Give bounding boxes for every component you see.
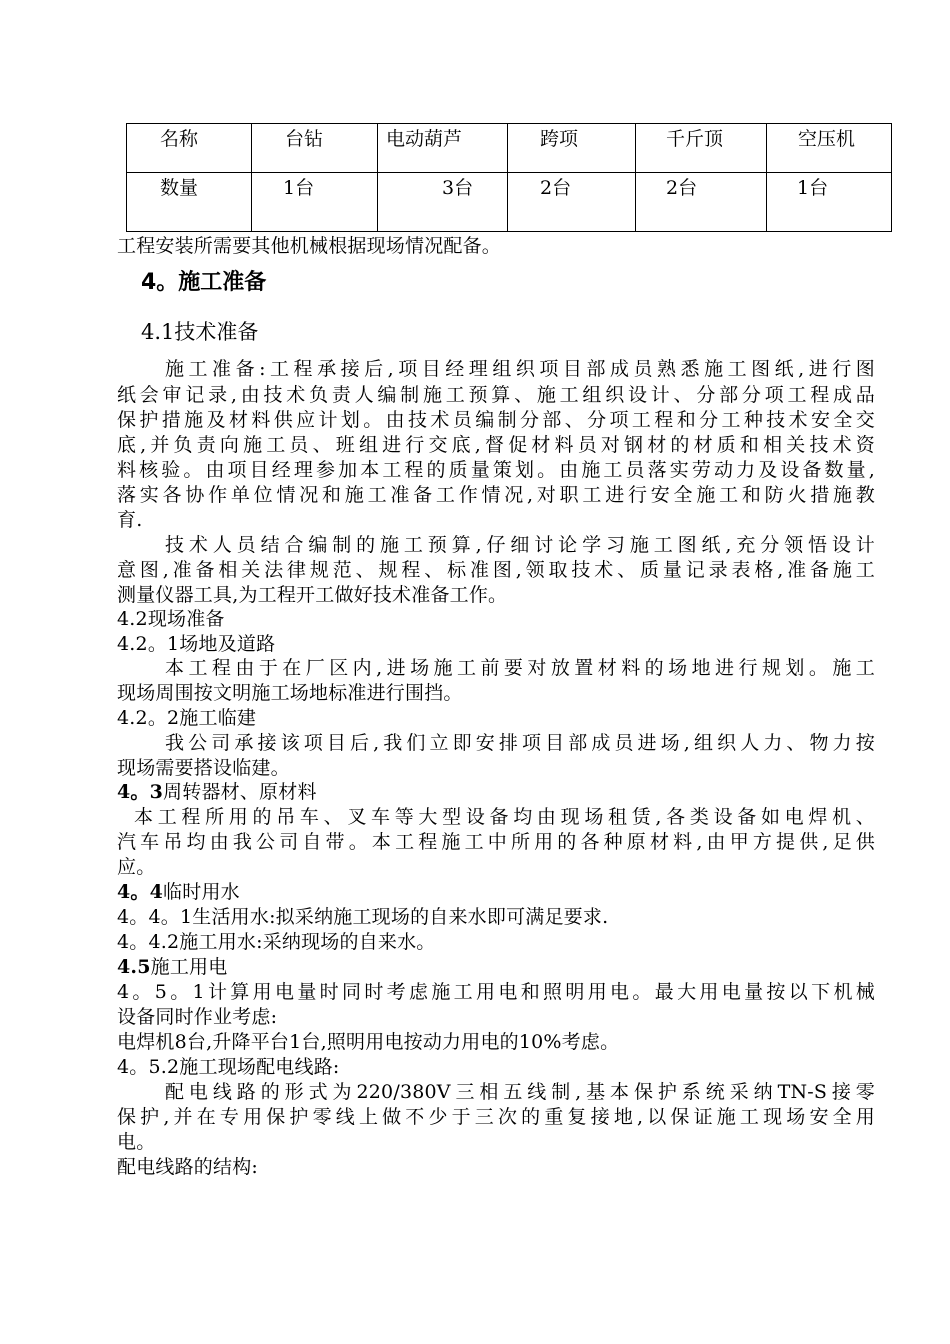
paragraph-line: 技术人员结合编制的施工预算,仔细讨论学习施工图纸,充分领悟设计: [165, 534, 875, 556]
section-4-2-2-title: 4.2。2施工临建: [117, 707, 257, 729]
section-4-3-title: [117, 780, 317, 805]
paragraph-line: 本工程由于在厂区内,进场施工前要对放置材料的场地进行规划。施工: [165, 657, 875, 679]
table-cell: 空压机: [767, 124, 892, 173]
table-cell: 台钻: [252, 124, 378, 173]
section-text: 施工用电: [150, 956, 228, 978]
section-4-2-1-title: 4.2。1场地及道路: [117, 633, 276, 655]
paragraph-line: 配电线路的形式为220/380V三相五线制,基本保护系统采纳TN-S接零: [165, 1081, 875, 1103]
table-cell: 1台: [767, 173, 892, 232]
section-4-title: 4。施工准备: [141, 270, 267, 295]
paragraph-line: 保护措施及材料供应计划。由技术员编制分部、分项工程和分工种技术安全交: [117, 409, 875, 431]
section-number: 4.5: [117, 956, 151, 978]
table-cell: 电动葫芦: [378, 124, 508, 173]
table-cell: 跨项: [508, 124, 636, 173]
paragraph-line: 本工程所用的吊车、叉车等大型设备均由现场租赁,各类设备如电焊机、: [134, 806, 875, 828]
paragraph-line: 现场需要搭设临建。: [117, 757, 290, 779]
paragraph-line: 电。: [117, 1131, 156, 1153]
section-number: 4。3: [117, 781, 164, 803]
section-4-5-2-title: 4。5.2施工现场配电线路:: [117, 1056, 340, 1078]
paragraph-line: 料核验。由项目经理参加本工程的质量策划。由施工员落实劳动力及设备数量,: [117, 459, 875, 481]
table-cell: 千斤顶: [636, 124, 767, 173]
section-4-5-title: [117, 955, 227, 980]
paragraph-line: 意图,准备相关法律规范、规程、标准图,领取技术、质量记录表格,准备施工: [117, 559, 875, 581]
paragraph-line: 现场周围按文明施工场地标准进行围挡。: [117, 682, 463, 704]
section-4-4-title: [117, 880, 240, 905]
paragraph-line: 我公司承接该项目后,我们立即安排项目部成员进场,组织人力、物力按: [165, 732, 875, 754]
paragraph-line: 保护,并在专用保护零线上做不少于三次的重复接地,以保证施工现场安全用: [117, 1106, 875, 1128]
table-row: [127, 173, 892, 232]
section-4-2-title: 4.2现场准备: [117, 608, 225, 630]
table-cell: 3台: [378, 173, 508, 232]
section-text: 临时用水: [163, 881, 240, 903]
paragraph-line: 纸会审记录,由技术负责人编制施工预算、施工组织设计、分部分项工程成品: [117, 384, 875, 406]
section-4-1-title: 4.1技术准备: [141, 320, 259, 344]
paragraph-line: 育.: [117, 509, 143, 531]
paragraph-line: 电焊机8台,升降平台1台,照明用电按动力用电的10%考虑。: [117, 1031, 620, 1053]
table-cell: 数量: [127, 173, 252, 232]
paragraph-line: 汽车吊均由我公司自带。本工程施工中所用的各种原材料,由甲方提供,足供: [117, 831, 875, 853]
paragraph-line: 4。5。1计算用电量时同时考虑施工用电和照明用电。最大用电量按以下机械: [117, 981, 875, 1003]
section-4-4-1: 4。4。1生活用水:拟采纳施工现场的自来水即可满足要求.: [117, 906, 609, 928]
table-note: 工程安装所需要其他机械根据现场情况配备。: [117, 235, 502, 257]
paragraph-line: 底,并负责向施工员、班组进行交底,督促材料员对钢材的材质和相关技术资: [117, 434, 875, 456]
table-cell: 名称: [127, 124, 252, 173]
section-number: 4。4: [117, 881, 164, 903]
section-text: 周转器材、原材料: [163, 781, 317, 803]
section-4-4-2: 4。4.2施工用水:采纳现场的自来水。: [117, 931, 436, 953]
paragraph-line: 落实各协作单位情况和施工准备工作情况,对职工进行安全施工和防火措施教: [117, 484, 875, 506]
paragraph-line: 应。: [117, 856, 156, 878]
paragraph-line: 施工准备:工程承接后,项目经理组织项目部成员熟悉施工图纸,进行图: [165, 358, 875, 380]
table-header-row: [127, 124, 892, 173]
table-cell: 1台: [252, 173, 378, 232]
table-cell: 2台: [636, 173, 767, 232]
table-cell: 2台: [508, 173, 636, 232]
equipment-table: [126, 123, 892, 232]
paragraph-line: 测量仪器工具,为工程开工做好技术准备工作。: [117, 584, 508, 606]
paragraph-line: 配电线路的结构:: [117, 1156, 259, 1178]
paragraph-line: 设备同时作业考虑:: [117, 1006, 278, 1028]
